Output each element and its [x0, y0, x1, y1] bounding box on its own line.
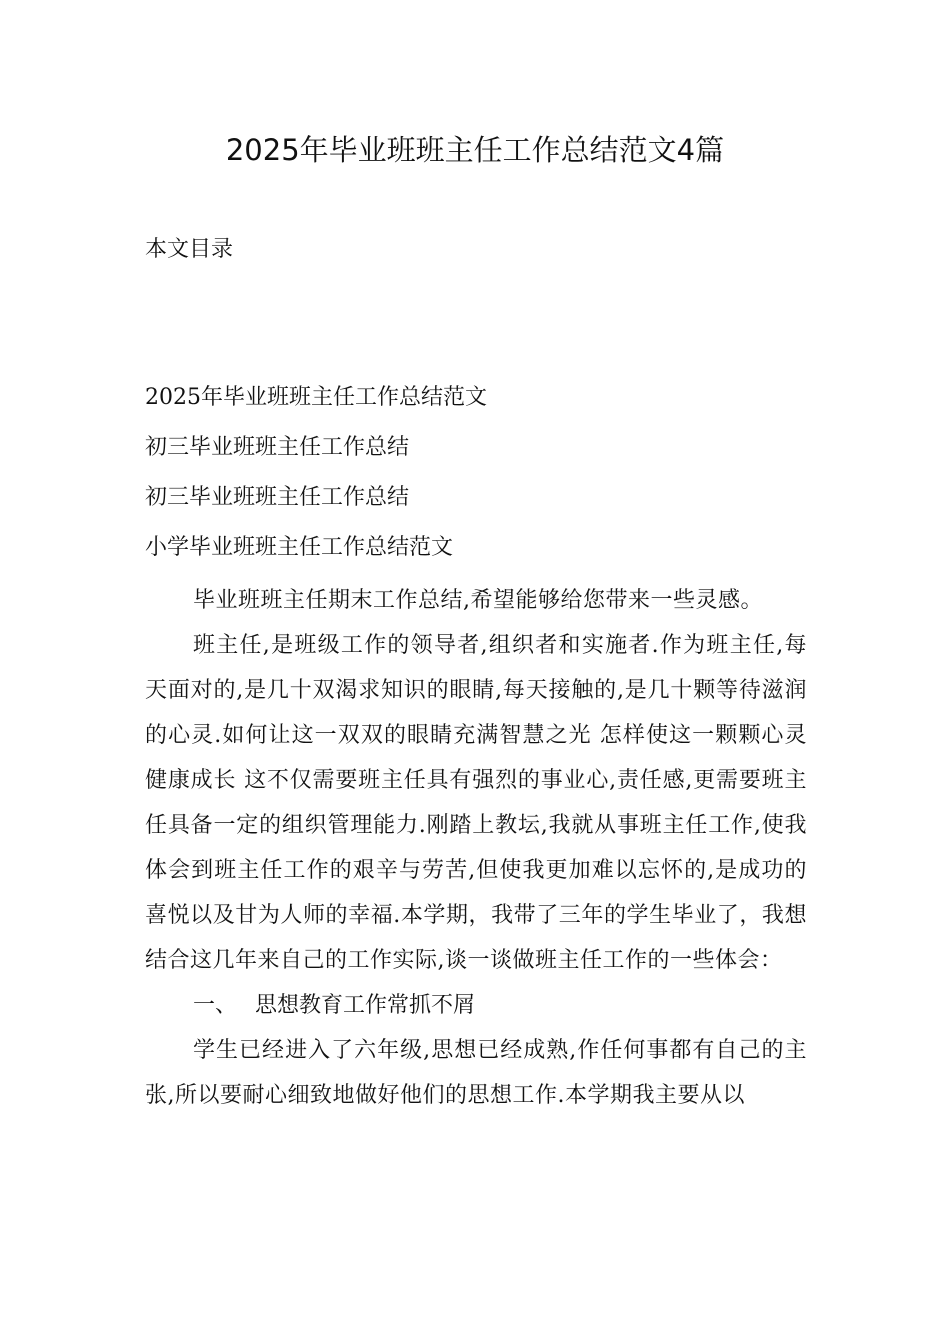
- toc-item[interactable]: 初三毕业班班主任工作总结: [145, 435, 410, 460]
- intro-paragraph: 毕业班班主任期末工作总结,希望能够给您带来一些灵感。: [193, 588, 763, 613]
- section-number: 一、: [193, 993, 238, 1018]
- toc-heading: 本文目录: [145, 237, 234, 262]
- document-title: 2025年毕业班班主任工作总结范文4篇: [225, 133, 725, 167]
- toc-item[interactable]: 初三毕业班班主任工作总结: [145, 485, 410, 510]
- body-paragraph: 学生已经进入了六年级,思想已经成熟,作任何事都有自己的主张,所以要耐心细致地做好他们的思想工作.本学期我主要从以: [145, 1038, 807, 1108]
- toc-item[interactable]: 小学毕业班班主任工作总结范文: [145, 535, 454, 560]
- table-of-contents: [145, 381, 487, 581]
- document-body: [145, 578, 807, 1118]
- section-heading-text: 思想教育工作常抓不屑: [255, 993, 476, 1018]
- section-heading: [145, 983, 807, 1028]
- toc-item[interactable]: 2025年毕业班班主任工作总结范文: [145, 385, 487, 410]
- body-paragraph: 班主任,是班级工作的领导者,组织者和实施者.作为班主任,每天面对的,是几十双渴求知识的眼睛,每天接触的,是几十颗等待滋润的心灵.如何让这一双双的眼睛充满智慧之光 怎样使这一颗颗心灵健康成长 这不仅需要班主任具有强烈的事业心,责任感,更需要班主任具备一定的组织管理能力.刚踏上教坛,我就从事班主任工作,使我体会到班主任工作的艰辛与劳苦,但使我更加难以忘怀的,是成功的喜悦以及甘为人师的幸福.本学期，我带了三年的学生毕业了，我想结合这几年来自己的工作实际,谈一谈做班主任工作的一些体会：: [145, 633, 807, 973]
